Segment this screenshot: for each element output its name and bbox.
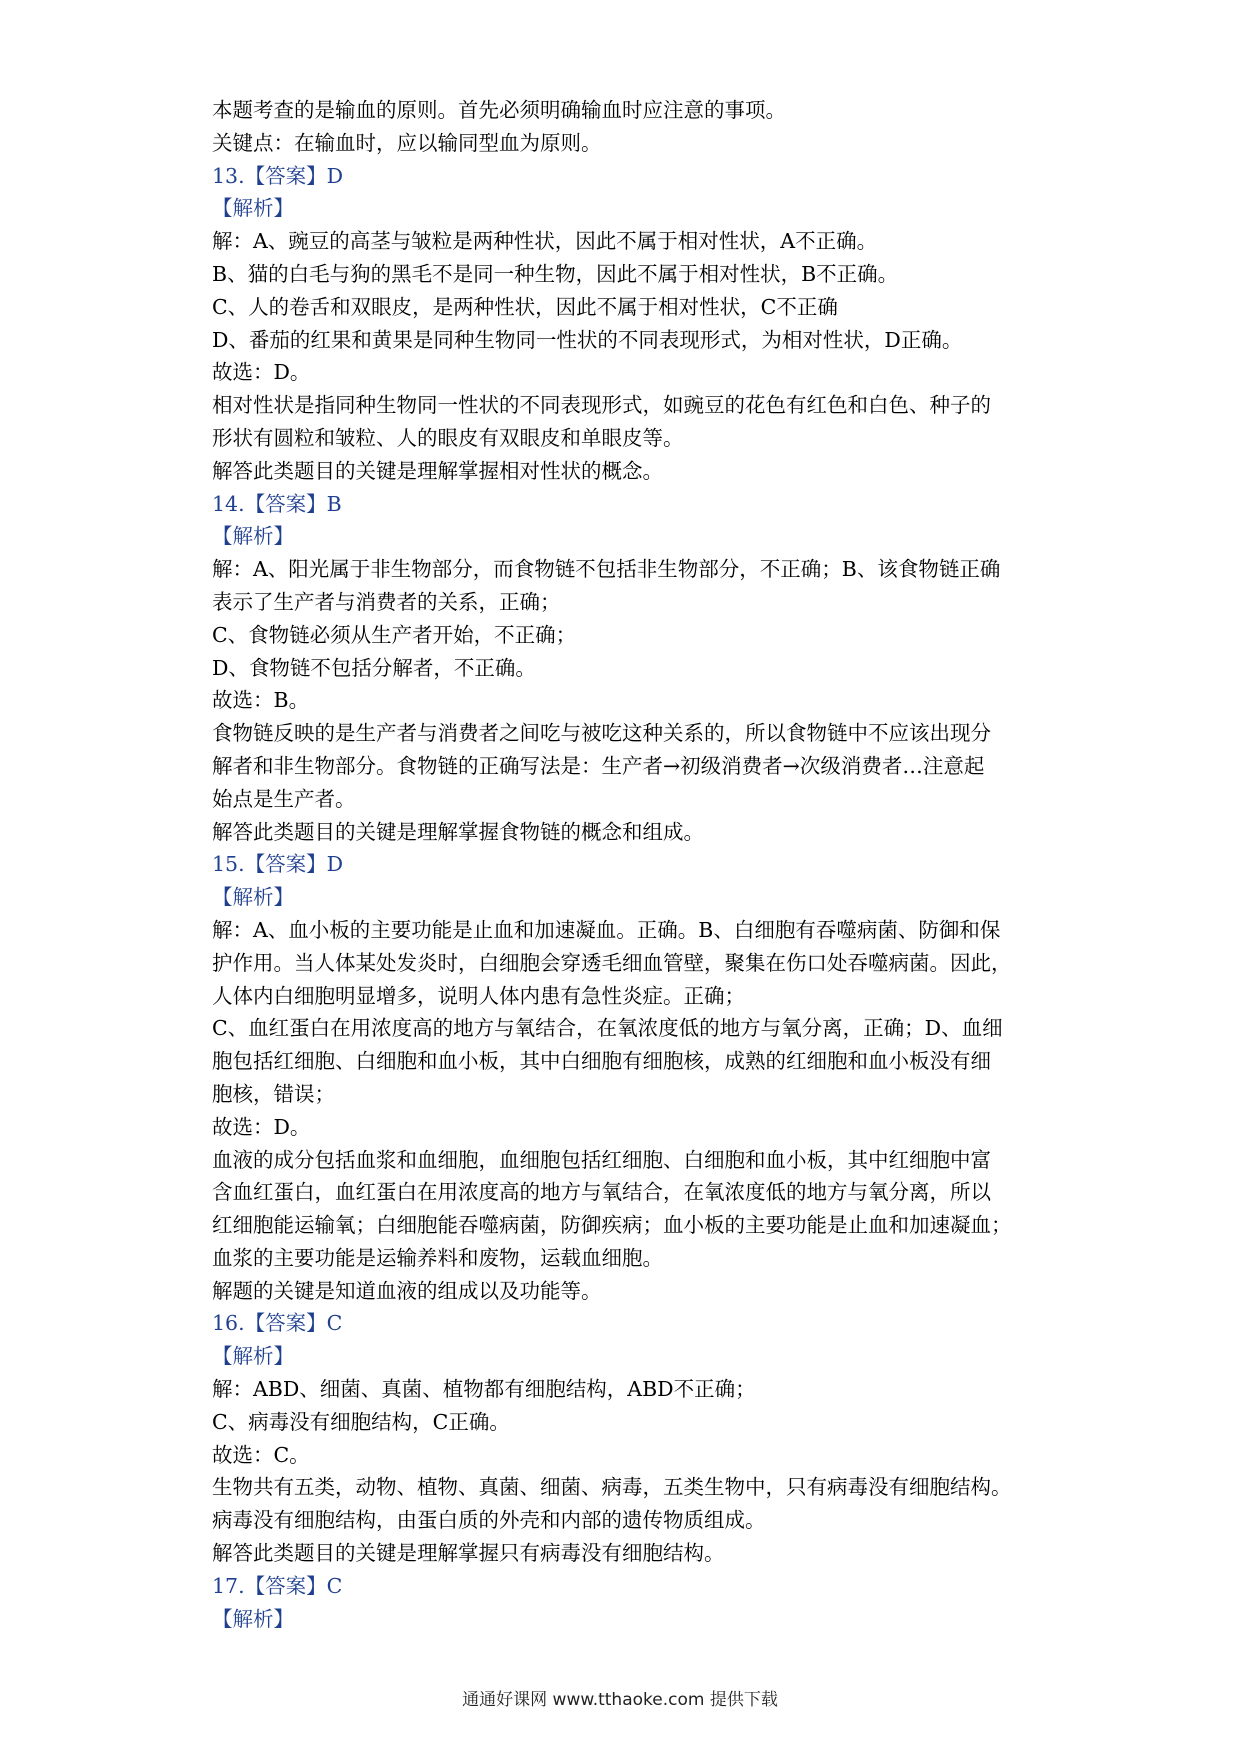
text-line: 解：ABD、细菌、真菌、植物都有细胞结构，ABD不正确；: [212, 1377, 756, 1402]
text-line: 解：A、豌豆的高茎与皱粒是两种性状，因此不属于相对性状，A不正确。: [212, 229, 878, 254]
text-line: 关键点：在输血时，应以输同型血为原则。: [212, 130, 602, 155]
text-line: C、人的卷舌和双眼皮，是两种性状，因此不属于相对性状，C不正确: [212, 294, 838, 319]
text-line: 胞包括红细胞、白细胞和血小板，其中白细胞有细胞核，成熟的红细胞和血小板没有细: [212, 1049, 991, 1074]
text-line: 含血红蛋白，血红蛋白在用浓度高的地方与氧结合，在氧浓度低的地方与氧分离，所以: [212, 1180, 991, 1205]
text-line: 解题的关键是知道血液的组成以及功能等。: [212, 1278, 602, 1303]
text-line: 解者和非生物部分。食物链的正确写法是：生产者→初级消费者→次级消费者…注意起: [212, 753, 985, 778]
text-line: 故选：C。: [212, 1442, 310, 1467]
text-line: 生物共有五类，动物、植物、真菌、细菌、病毒，五类生物中，只有病毒没有细胞结构。: [212, 1475, 1012, 1500]
analysis-heading: 【解析】: [212, 196, 294, 221]
text-line: B、猫的白毛与狗的黑毛不是同一种生物，因此不属于相对性状，B不正确。: [212, 261, 899, 286]
text-line: 解：A、血小板的主要功能是止血和加速凝血。正确。B、白细胞有吞噬病菌、防御和保: [212, 917, 1001, 942]
text-line: 人体内白细胞明显增多，说明人体内患有急性炎症。正确；: [212, 983, 745, 1008]
text-line: 故选：D。: [212, 360, 311, 385]
text-line: 解：A、阳光属于非生物部分，而食物链不包括非生物部分，不正确；B、该食物链正确: [212, 557, 1001, 582]
text-line: 红细胞能运输氧；白细胞能吞噬病菌，防御疾病；血小板的主要功能是止血和加速凝血；: [212, 1213, 1012, 1238]
text-line: C、病毒没有细胞结构，C正确。: [212, 1409, 510, 1434]
answer-heading: 16.【答案】C: [212, 1311, 343, 1336]
text-line: 血浆的主要功能是运输养料和废物，运载血细胞。: [212, 1245, 663, 1270]
answer-heading: 13.【答案】D: [212, 163, 344, 188]
text-line: C、血红蛋白在用浓度高的地方与氧结合，在氧浓度低的地方与氧分离，正确；D、血细: [212, 1016, 1003, 1041]
text-line: 胞核，错误；: [212, 1081, 335, 1106]
answer-heading: 14.【答案】B: [212, 491, 342, 516]
text-line: 护作用。当人体某处发炎时，白细胞会穿透毛细血管壁，聚集在伤口处吞噬病菌。因此，: [212, 950, 1012, 975]
text-line: 始点是生产者。: [212, 786, 356, 811]
text-line: 病毒没有细胞结构，由蛋白质的外壳和内部的遗传物质组成。: [212, 1508, 766, 1533]
text-line: 血液的成分包括血浆和血细胞，血细胞包括红细胞、白细胞和血小板，其中红细胞中富: [212, 1147, 991, 1172]
analysis-heading: 【解析】: [212, 1344, 294, 1369]
page-footer: 通通好课网 www.tthaoke.com 提供下载: [462, 1690, 778, 1710]
text-line: D、食物链不包括分解者，不正确。: [212, 655, 536, 680]
text-line: 表示了生产者与消费者的关系，正确；: [212, 589, 561, 614]
document-body: [212, 94, 1044, 1635]
answer-heading: 17.【答案】C: [212, 1573, 343, 1598]
analysis-heading: 【解析】: [212, 1606, 294, 1631]
text-line: 相对性状是指同种生物同一性状的不同表现形式，如豌豆的花色有红色和白色、种子的: [212, 393, 991, 418]
text-line: 故选：D。: [212, 1114, 311, 1139]
text-line: C、食物链必须从生产者开始，不正确；: [212, 622, 577, 647]
analysis-heading: 【解析】: [212, 524, 294, 549]
text-line: 解答此类题目的关键是理解掌握只有病毒没有细胞结构。: [212, 1541, 725, 1566]
text-line: 解答此类题目的关键是理解掌握食物链的概念和组成。: [212, 819, 704, 844]
text-line: 解答此类题目的关键是理解掌握相对性状的概念。: [212, 458, 663, 483]
text-line: 食物链反映的是生产者与消费者之间吃与被吃这种关系的，所以食物链中不应该出现分: [212, 721, 991, 746]
answer-heading: 15.【答案】D: [212, 852, 344, 877]
text-line: 本题考查的是输血的原则。首先必须明确输血时应注意的事项。: [212, 98, 786, 122]
analysis-heading: 【解析】: [212, 885, 294, 910]
text-line: 故选：B。: [212, 688, 310, 713]
text-line: D、番茄的红果和黄果是同种生物同一性状的不同表现形式，为相对性状，D正确。: [212, 327, 963, 352]
text-line: 形状有圆粒和皱粒、人的眼皮有双眼皮和单眼皮等。: [212, 425, 684, 450]
